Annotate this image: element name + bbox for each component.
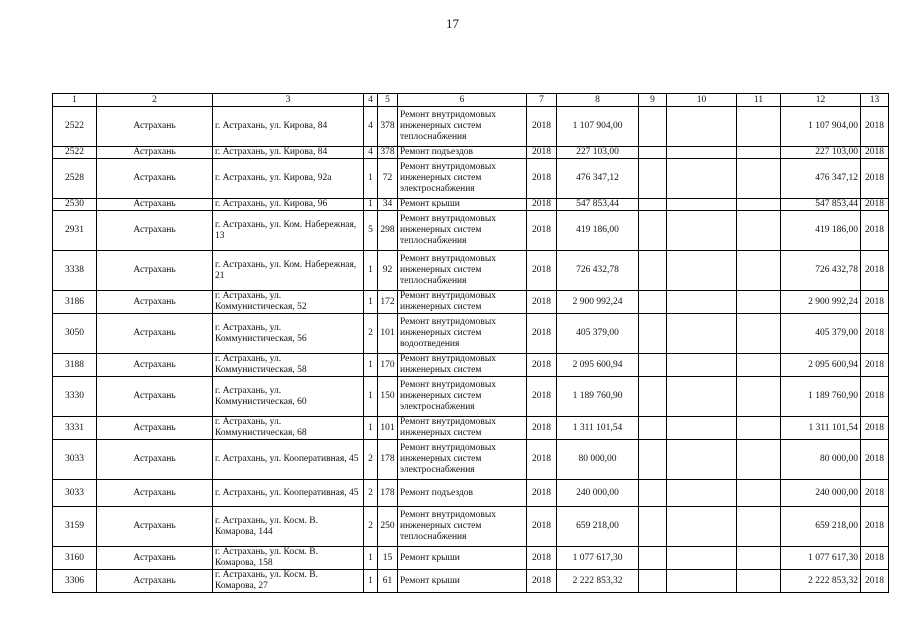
cell-entrances: 1: [364, 570, 378, 593]
cell-units: 178: [378, 480, 398, 507]
cell-end-year: 2018: [861, 417, 889, 440]
cell-id: 2528: [53, 159, 97, 199]
cell-city: Астрахань: [97, 377, 213, 417]
cell-city: Астрахань: [97, 251, 213, 291]
cell-year: 2018: [527, 211, 557, 251]
cell-total: 2 900 992,24: [781, 291, 861, 314]
cell-col9: [639, 107, 667, 147]
column-header: 10: [667, 94, 737, 107]
cell-city: Астрахань: [97, 211, 213, 251]
cell-col10: [667, 211, 737, 251]
cell-col9: [639, 440, 667, 480]
cell-col9: [639, 480, 667, 507]
cell-entrances: 2: [364, 314, 378, 354]
cell-city: Астрахань: [97, 417, 213, 440]
cell-entrances: 4: [364, 107, 378, 147]
cell-units: 298: [378, 211, 398, 251]
cell-end-year: 2018: [861, 570, 889, 593]
cell-end-year: 2018: [861, 377, 889, 417]
page-number: 17: [446, 16, 459, 31]
cell-entrances: 2: [364, 480, 378, 507]
cell-city: Астрахань: [97, 507, 213, 547]
cell-end-year: 2018: [861, 440, 889, 480]
cell-col9: [639, 251, 667, 291]
cell-total: 1 311 101,54: [781, 417, 861, 440]
column-header: 8: [557, 94, 639, 107]
cell-col10: [667, 417, 737, 440]
cell-total: 227 103,00: [781, 147, 861, 159]
cell-end-year: 2018: [861, 314, 889, 354]
cell-total: 1 107 904,00: [781, 107, 861, 147]
cell-city: Астрахань: [97, 354, 213, 377]
cell-id: 3338: [53, 251, 97, 291]
cell-total: 1 189 760,90: [781, 377, 861, 417]
cell-cost: 659 218,00: [557, 507, 639, 547]
cell-col9: [639, 199, 667, 211]
cell-cost: 2 095 600,94: [557, 354, 639, 377]
cell-total: 419 186,00: [781, 211, 861, 251]
cell-end-year: 2018: [861, 211, 889, 251]
table-row: [53, 417, 889, 440]
cell-col11: [737, 417, 781, 440]
cell-address: г. Астрахань, ул. Кирова, 96: [213, 199, 364, 211]
cell-col10: [667, 377, 737, 417]
cell-col10: [667, 314, 737, 354]
cell-units: 250: [378, 507, 398, 547]
cell-units: 34: [378, 199, 398, 211]
cell-address: г. Астрахань, ул. Кирова, 84: [213, 107, 364, 147]
cell-total: 547 853,44: [781, 199, 861, 211]
cell-col10: [667, 354, 737, 377]
cell-city: Астрахань: [97, 314, 213, 354]
cell-city: Астрахань: [97, 199, 213, 211]
cell-col11: [737, 107, 781, 147]
cell-end-year: 2018: [861, 251, 889, 291]
cell-entrances: 1: [364, 377, 378, 417]
cell-year: 2018: [527, 507, 557, 547]
cell-col10: [667, 147, 737, 159]
cell-cost: 2 900 992,24: [557, 291, 639, 314]
table-row: [53, 354, 889, 377]
column-header: 1: [53, 94, 97, 107]
cell-end-year: 2018: [861, 547, 889, 570]
cell-col10: [667, 159, 737, 199]
cell-city: Астрахань: [97, 147, 213, 159]
cell-col9: [639, 354, 667, 377]
cell-year: 2018: [527, 147, 557, 159]
cell-year: 2018: [527, 440, 557, 480]
cell-cost: 726 432,78: [557, 251, 639, 291]
cell-units: 101: [378, 417, 398, 440]
cell-address: г. Астрахань, ул. Коммунистическая, 60: [213, 377, 364, 417]
cell-entrances: 1: [364, 354, 378, 377]
cell-cost: 476 347,12: [557, 159, 639, 199]
cell-col9: [639, 159, 667, 199]
cell-total: 2 095 600,94: [781, 354, 861, 377]
table-row: [53, 159, 889, 199]
cell-entrances: 2: [364, 440, 378, 480]
cell-col11: [737, 480, 781, 507]
cell-col11: [737, 570, 781, 593]
table-row: [53, 251, 889, 291]
cell-address: г. Астрахань, ул. Кирова, 92а: [213, 159, 364, 199]
cell-work-type: Ремонт внутридомовых инженерных систем водоотведения: [398, 314, 527, 354]
cell-id: 3159: [53, 507, 97, 547]
cell-col9: [639, 570, 667, 593]
column-header: 7: [527, 94, 557, 107]
table-row: [53, 547, 889, 570]
cell-col10: [667, 480, 737, 507]
table-row: [53, 507, 889, 547]
cell-col10: [667, 199, 737, 211]
cell-address: г. Астрахань, ул. Кирова, 84: [213, 147, 364, 159]
cell-col11: [737, 377, 781, 417]
cell-col9: [639, 417, 667, 440]
cell-address: г. Астрахань, ул. Коммунистическая, 68: [213, 417, 364, 440]
cell-units: 101: [378, 314, 398, 354]
cell-id: 3188: [53, 354, 97, 377]
cell-id: 3160: [53, 547, 97, 570]
cell-units: 178: [378, 440, 398, 480]
cell-address: г. Астрахань, ул. Коммунистическая, 58: [213, 354, 364, 377]
cell-year: 2018: [527, 107, 557, 147]
cell-col10: [667, 107, 737, 147]
cell-city: Астрахань: [97, 547, 213, 570]
cell-entrances: 1: [364, 251, 378, 291]
cell-end-year: 2018: [861, 159, 889, 199]
cell-col10: [667, 547, 737, 570]
cell-total: 405 379,00: [781, 314, 861, 354]
cell-id: 3331: [53, 417, 97, 440]
cell-cost: 240 000,00: [557, 480, 639, 507]
cell-address: г. Астрахань, ул. Кооперативная, 45: [213, 440, 364, 480]
cell-id: 3330: [53, 377, 97, 417]
cell-cost: 547 853,44: [557, 199, 639, 211]
cell-cost: 405 379,00: [557, 314, 639, 354]
cell-address: г. Астрахань, ул. Кооперативная, 45: [213, 480, 364, 507]
column-header: 6: [398, 94, 527, 107]
cell-work-type: Ремонт подъездов: [398, 147, 527, 159]
cell-col10: [667, 251, 737, 291]
cell-work-type: Ремонт крыши: [398, 570, 527, 593]
cell-year: 2018: [527, 417, 557, 440]
cell-col11: [737, 507, 781, 547]
cell-id: 3050: [53, 314, 97, 354]
cell-year: 2018: [527, 159, 557, 199]
column-header: 5: [378, 94, 398, 107]
cell-city: Астрахань: [97, 159, 213, 199]
table-row: [53, 570, 889, 593]
cell-entrances: 1: [364, 547, 378, 570]
cell-cost: 1 189 760,90: [557, 377, 639, 417]
table-row: [53, 291, 889, 314]
cell-end-year: 2018: [861, 291, 889, 314]
cell-work-type: Ремонт внутридомовых инженерных систем теплоснабжения: [398, 211, 527, 251]
column-header: 12: [781, 94, 861, 107]
repair-register-table: [52, 93, 889, 593]
cell-year: 2018: [527, 354, 557, 377]
cell-city: Астрахань: [97, 291, 213, 314]
cell-col10: [667, 440, 737, 480]
cell-col11: [737, 199, 781, 211]
cell-total: 2 222 853,32: [781, 570, 861, 593]
cell-id: 3186: [53, 291, 97, 314]
cell-year: 2018: [527, 480, 557, 507]
cell-entrances: 2: [364, 507, 378, 547]
cell-col9: [639, 507, 667, 547]
cell-work-type: Ремонт внутридомовых инженерных систем электроснабжения: [398, 440, 527, 480]
cell-col10: [667, 291, 737, 314]
cell-total: 1 077 617,30: [781, 547, 861, 570]
cell-col11: [737, 291, 781, 314]
cell-work-type: Ремонт внутридомовых инженерных систем: [398, 417, 527, 440]
cell-year: 2018: [527, 291, 557, 314]
cell-end-year: 2018: [861, 507, 889, 547]
cell-entrances: 5: [364, 211, 378, 251]
cell-col10: [667, 507, 737, 547]
cell-work-type: Ремонт внутридомовых инженерных систем: [398, 354, 527, 377]
cell-total: 476 347,12: [781, 159, 861, 199]
cell-col10: [667, 570, 737, 593]
cell-end-year: 2018: [861, 107, 889, 147]
cell-id: 3033: [53, 480, 97, 507]
cell-entrances: 1: [364, 159, 378, 199]
cell-end-year: 2018: [861, 199, 889, 211]
cell-work-type: Ремонт внутридомовых инженерных систем: [398, 291, 527, 314]
cell-col9: [639, 314, 667, 354]
column-header: 9: [639, 94, 667, 107]
column-header: 2: [97, 94, 213, 107]
cell-city: Астрахань: [97, 440, 213, 480]
cell-city: Астрахань: [97, 107, 213, 147]
cell-id: 2931: [53, 211, 97, 251]
cell-work-type: Ремонт внутридомовых инженерных систем теплоснабжения: [398, 507, 527, 547]
cell-cost: 80 000,00: [557, 440, 639, 480]
cell-work-type: Ремонт крыши: [398, 199, 527, 211]
cell-col11: [737, 440, 781, 480]
cell-city: Астрахань: [97, 570, 213, 593]
cell-col9: [639, 147, 667, 159]
table-row: [53, 199, 889, 211]
cell-work-type: Ремонт внутридомовых инженерных систем теплоснабжения: [398, 107, 527, 147]
cell-year: 2018: [527, 251, 557, 291]
cell-end-year: 2018: [861, 147, 889, 159]
cell-id: 2530: [53, 199, 97, 211]
cell-city: Астрахань: [97, 480, 213, 507]
cell-col11: [737, 547, 781, 570]
cell-work-type: Ремонт крыши: [398, 547, 527, 570]
cell-cost: 419 186,00: [557, 211, 639, 251]
cell-id: 3306: [53, 570, 97, 593]
cell-col9: [639, 291, 667, 314]
cell-address: г. Астрахань, ул. Коммунистическая, 52: [213, 291, 364, 314]
cell-address: г. Астрахань, ул. Ком. Набережная, 21: [213, 251, 364, 291]
column-number-row: [53, 94, 889, 107]
cell-end-year: 2018: [861, 354, 889, 377]
cell-cost: 227 103,00: [557, 147, 639, 159]
cell-work-type: Ремонт подъездов: [398, 480, 527, 507]
cell-year: 2018: [527, 547, 557, 570]
cell-col9: [639, 377, 667, 417]
cell-address: г. Астрахань, ул. Косм. В. Комарова, 27: [213, 570, 364, 593]
cell-cost: 1 077 617,30: [557, 547, 639, 570]
cell-units: 15: [378, 547, 398, 570]
cell-entrances: 4: [364, 147, 378, 159]
cell-address: г. Астрахань, ул. Косм. В. Комарова, 144: [213, 507, 364, 547]
cell-col11: [737, 354, 781, 377]
table-row: [53, 314, 889, 354]
table-row: [53, 480, 889, 507]
table-row: [53, 211, 889, 251]
cell-id: 2522: [53, 107, 97, 147]
cell-end-year: 2018: [861, 480, 889, 507]
column-header: 4: [364, 94, 378, 107]
cell-total: 80 000,00: [781, 440, 861, 480]
cell-units: 378: [378, 147, 398, 159]
cell-total: 726 432,78: [781, 251, 861, 291]
cell-col9: [639, 211, 667, 251]
cell-cost: 1 107 904,00: [557, 107, 639, 147]
table-row: [53, 107, 889, 147]
cell-entrances: 1: [364, 417, 378, 440]
table-row: [53, 147, 889, 159]
cell-units: 92: [378, 251, 398, 291]
cell-year: 2018: [527, 377, 557, 417]
cell-work-type: Ремонт внутридомовых инженерных систем электроснабжения: [398, 159, 527, 199]
cell-units: 61: [378, 570, 398, 593]
cell-year: 2018: [527, 314, 557, 354]
cell-year: 2018: [527, 570, 557, 593]
cell-entrances: 1: [364, 291, 378, 314]
cell-work-type: Ремонт внутридомовых инженерных систем электроснабжения: [398, 377, 527, 417]
cell-col11: [737, 211, 781, 251]
cell-year: 2018: [527, 199, 557, 211]
cell-units: 150: [378, 377, 398, 417]
cell-address: г. Астрахань, ул. Коммунистическая, 56: [213, 314, 364, 354]
cell-address: г. Астрахань, ул. Косм. В. Комарова, 158: [213, 547, 364, 570]
cell-id: 2522: [53, 147, 97, 159]
cell-cost: 2 222 853,32: [557, 570, 639, 593]
cell-id: 3033: [53, 440, 97, 480]
table-row: [53, 440, 889, 480]
table-row: [53, 377, 889, 417]
cell-col9: [639, 547, 667, 570]
column-header: 3: [213, 94, 364, 107]
cell-units: 378: [378, 107, 398, 147]
cell-col11: [737, 314, 781, 354]
cell-units: 172: [378, 291, 398, 314]
column-header: 13: [861, 94, 889, 107]
cell-units: 72: [378, 159, 398, 199]
cell-cost: 1 311 101,54: [557, 417, 639, 440]
cell-col11: [737, 159, 781, 199]
cell-address: г. Астрахань, ул. Ком. Набережная, 13: [213, 211, 364, 251]
cell-units: 170: [378, 354, 398, 377]
cell-col11: [737, 147, 781, 159]
column-header: 11: [737, 94, 781, 107]
cell-total: 240 000,00: [781, 480, 861, 507]
cell-col11: [737, 251, 781, 291]
cell-work-type: Ремонт внутридомовых инженерных систем теплоснабжения: [398, 251, 527, 291]
cell-total: 659 218,00: [781, 507, 861, 547]
cell-entrances: 1: [364, 199, 378, 211]
